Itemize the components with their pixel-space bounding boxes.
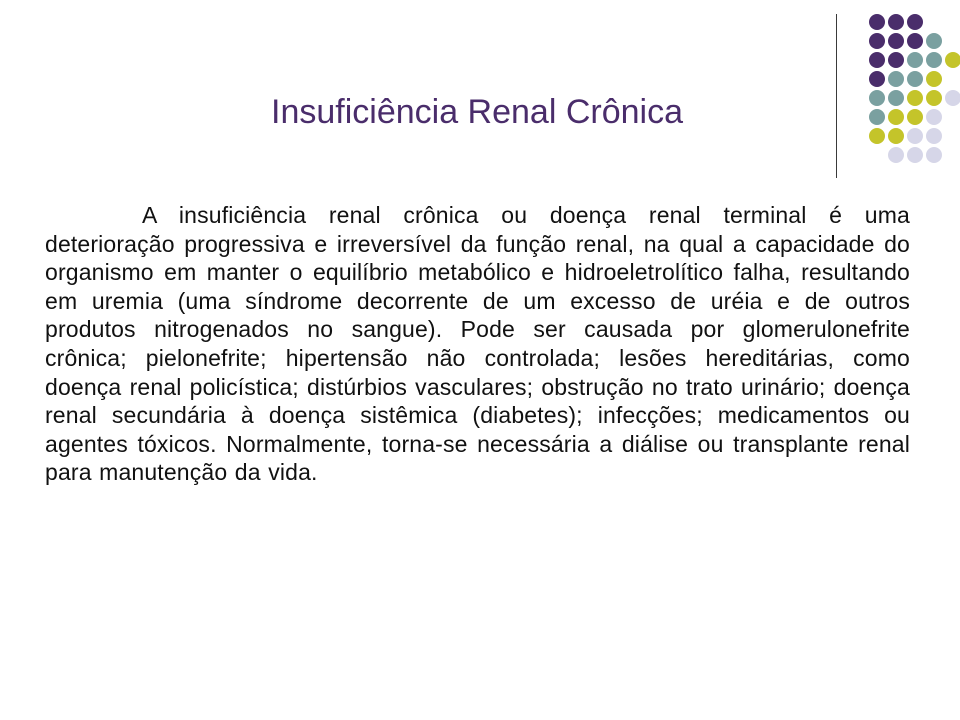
decorative-dot: [926, 128, 942, 144]
decorative-dot: [907, 71, 923, 87]
decorative-dot: [926, 90, 942, 106]
decorative-dot: [869, 128, 885, 144]
decorative-dot: [926, 33, 942, 49]
decorative-dot: [869, 71, 885, 87]
decorative-dot: [869, 52, 885, 68]
decorative-dot: [945, 90, 960, 106]
decorative-dot: [907, 52, 923, 68]
decorative-dot: [907, 90, 923, 106]
decorative-dot: [926, 109, 942, 125]
decorative-dot: [888, 33, 904, 49]
decorative-dot: [907, 109, 923, 125]
decorative-dot: [907, 147, 923, 163]
decorative-dot: [888, 128, 904, 144]
decorative-dot: [926, 147, 942, 163]
decorative-dot: [888, 109, 904, 125]
decorative-dot: [907, 33, 923, 49]
decorative-dot: [945, 52, 960, 68]
decorative-dot: [869, 90, 885, 106]
decorative-dot: [888, 71, 904, 87]
vertical-divider: [836, 14, 837, 178]
decorative-dot: [888, 147, 904, 163]
decorative-dot: [888, 14, 904, 30]
decorative-dot: [926, 71, 942, 87]
decorative-dot: [869, 33, 885, 49]
slide-title: Insuficiência Renal Crônica: [271, 93, 683, 131]
decorative-dot: [888, 52, 904, 68]
decorative-dot: [907, 14, 923, 30]
decorative-dot: [926, 52, 942, 68]
slide-body-text: A insuficiência renal crônica ou doença renal terminal é uma deterioração progressiva e irreversível da função renal, na qual a capacidade do organismo em manter o equilíbrio metabólico e hidroeletrolítico falha, resultando em uremia (uma síndrome decorrente de um excesso de uréia e de outros produtos nitrogenados no sangue). Pode ser causada por glomerulonefrite crônica; pielonefrite; hipertensão não controlada; lesões hereditárias, como doença renal policística; distúrbios vasculares; obstrução no trato urinário; doença renal secundária à doença sistêmica (diabetes); infecções; medicamentos ou agentes tóxicos. Normalmente, torna-se necessária a diálise ou transplante renal para manutenção da vida.: [45, 202, 910, 486]
decorative-dot: [888, 90, 904, 106]
decorative-dot: [907, 128, 923, 144]
decorative-dot: [869, 109, 885, 125]
decorative-dot: [869, 14, 885, 30]
